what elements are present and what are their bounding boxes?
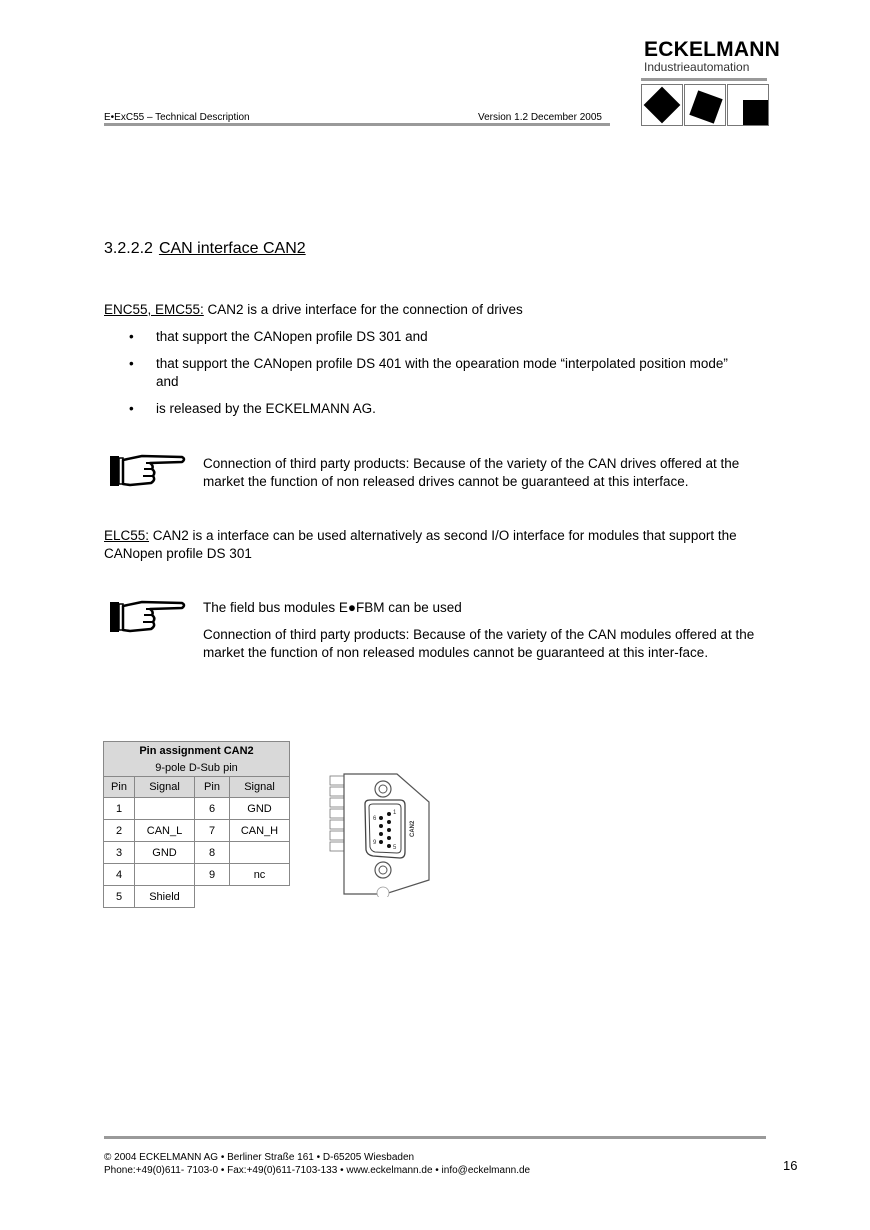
doc-version: Version 1.2 December 2005: [478, 112, 602, 123]
signal-cell: Shield: [135, 886, 195, 908]
enc-bullet-1: [129, 328, 749, 346]
signal-cell: nc: [230, 864, 290, 886]
pin-assignment-table: [103, 741, 290, 908]
footer-address: © 2004 ECKELMANN AG • Berliner Straße 161 • D-65205 Wiesbaden: [104, 1152, 415, 1163]
page-number: 16: [783, 1158, 798, 1173]
logo-subtitle: Industrieautomation: [644, 60, 750, 74]
bullet-dot: •: [129, 329, 134, 344]
logo-square-2: [684, 84, 726, 126]
table-row: [104, 842, 290, 864]
pointing-hand-icon: [108, 450, 188, 492]
logo-name: ECKELMANN: [644, 38, 780, 61]
logo-square-3: [727, 84, 769, 126]
enc-bullet-3: [129, 400, 749, 418]
pin-cell: 4: [104, 864, 135, 886]
section-title: CAN interface CAN2: [158, 240, 306, 257]
table-row: [104, 864, 290, 886]
enc-bullet-2: [129, 355, 749, 391]
table-row: [104, 886, 290, 908]
section-number: 3.2.2.2: [104, 240, 153, 257]
pin-cell: 8: [195, 842, 230, 864]
header-rule: [104, 123, 610, 126]
pin-label-6: 6: [373, 816, 377, 822]
bullet-text: that support the CANopen profile DS 301 and: [156, 329, 428, 344]
pin-label-5: 5: [393, 845, 397, 851]
pin-cell: 1: [104, 798, 135, 820]
col-header-pin: Pin: [104, 777, 135, 798]
col-header-signal: Signal: [135, 777, 195, 798]
doc-title: E•ExC55 – Technical Description: [104, 112, 250, 123]
table-header-row: [104, 777, 290, 798]
elc-text: CAN2 is a interface can be used alternatively as second I/O interface for modules that support the CANopen profile DS 301: [104, 528, 737, 561]
elc-note-2: Connection of third party products: Because of the variety of the CAN modules offered at the market the function of non released modules cannot be guaranteed at this inter-face.: [203, 627, 755, 660]
logo-rule: [641, 78, 767, 81]
pin-label-1: 1: [393, 810, 397, 816]
dsub-connector-diagram: [325, 772, 437, 897]
signal-cell: GND: [135, 842, 195, 864]
enc-label: ENC55, EMC55:: [104, 302, 204, 317]
col-header-signal: Signal: [230, 777, 290, 798]
footer-contact: Phone:+49(0)611- 7103-0 • Fax:+49(0)611-7103-133 • www.eckelmann.de • info@eckelmann.de: [104, 1165, 531, 1176]
signal-cell: CAN_L: [135, 820, 195, 842]
pin-cell: 6: [195, 798, 230, 820]
pin-cell: 7: [195, 820, 230, 842]
connector-label: CAN2: [410, 820, 416, 837]
bullet-dot: •: [129, 356, 134, 371]
elc-paragraph: [104, 527, 774, 563]
section-heading: [104, 240, 306, 258]
table-row: [104, 820, 290, 842]
pin-label-9: 9: [373, 840, 377, 846]
pin-cell: 3: [104, 842, 135, 864]
col-header-pin: Pin: [195, 777, 230, 798]
elc-label: ELC55:: [104, 528, 150, 543]
footer-rule: [104, 1136, 766, 1139]
signal-cell: CAN_H: [230, 820, 290, 842]
empty-cell: [195, 886, 290, 908]
signal-cell: [135, 864, 195, 886]
logo-square-1: [641, 84, 683, 126]
pin-cell: 5: [104, 886, 135, 908]
table-row: [104, 798, 290, 820]
enc-text: CAN2 is a drive interface for the connection of drives: [203, 302, 523, 317]
pin-cell: 9: [195, 864, 230, 886]
bullet-text: that support the CANopen profile DS 401 with the opearation mode “interpolated position mode” and: [156, 356, 728, 389]
signal-cell: [230, 842, 290, 864]
bullet-dot: •: [129, 401, 134, 416]
signal-cell: GND: [230, 798, 290, 820]
enc-note: Connection of third party products: Because of the variety of the CAN drives offered at the market the function of non released drives cannot be guaranteed at this interface.: [203, 456, 740, 489]
bullet-text: is released by the ECKELMANN AG.: [156, 401, 376, 416]
table-title: Pin assignment CAN2: [104, 742, 290, 761]
pointing-hand-icon: [108, 596, 188, 638]
pin-cell: 2: [104, 820, 135, 842]
elc-note-1: The field bus modules E●FBM can be used: [203, 600, 462, 615]
table-subtitle: 9-pole D-Sub pin: [104, 760, 290, 777]
enc-paragraph: [104, 301, 774, 319]
signal-cell: [135, 798, 195, 820]
